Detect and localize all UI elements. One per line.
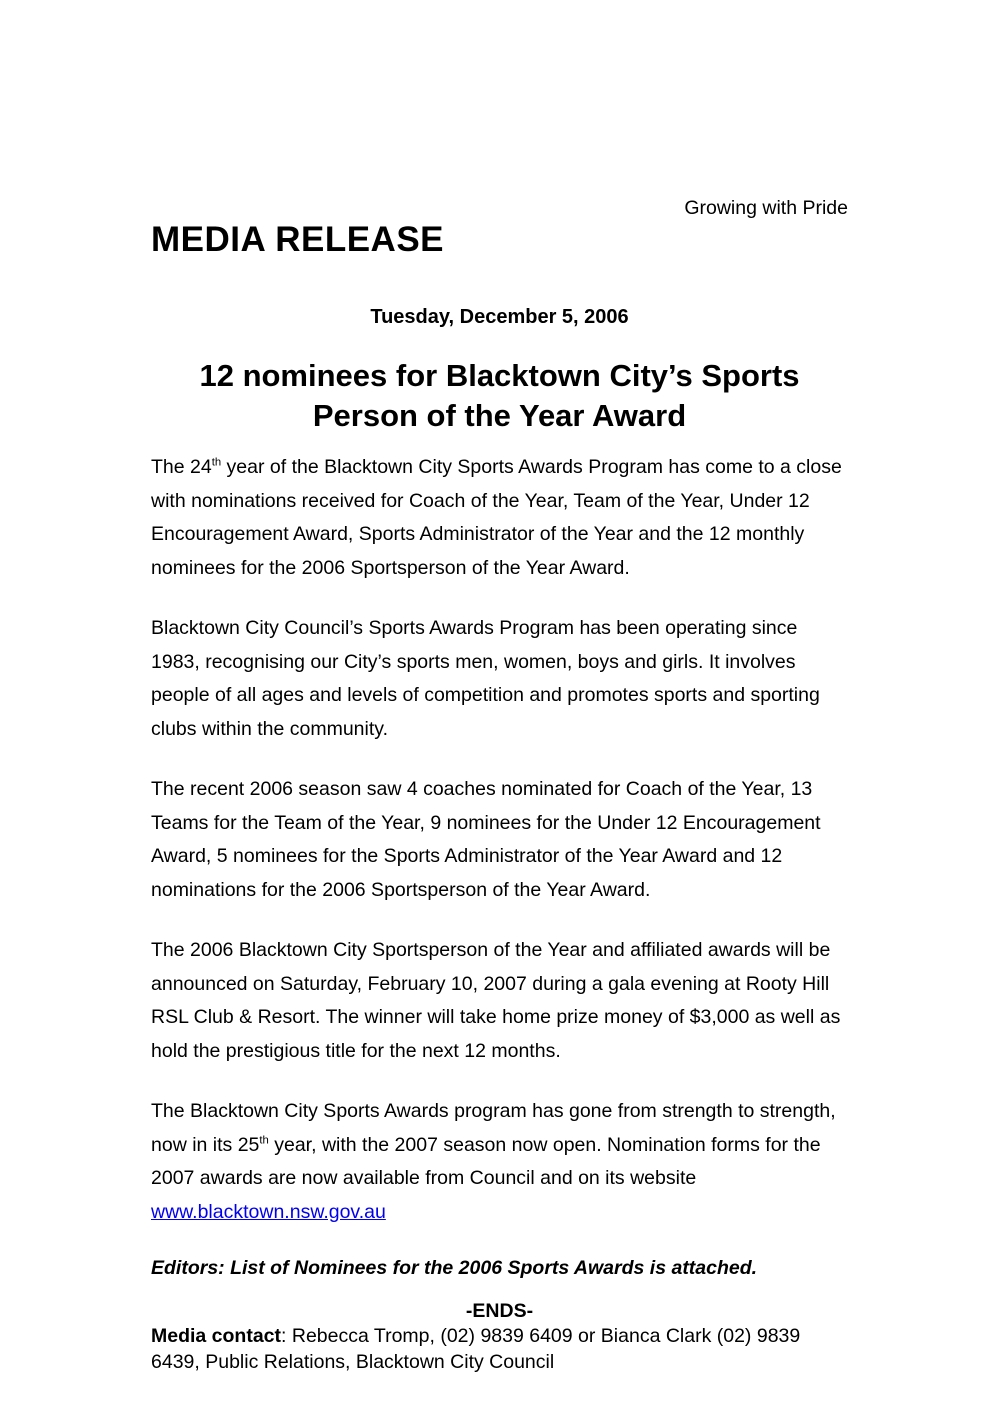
body-paragraph [151, 773, 848, 907]
headline: 12 nominees for Blacktown City’s Sports Person of the Year Award [199, 358, 800, 433]
paragraph-text: year, with the 2007 season now open. Nomination forms for the 2007 awards are now available from Council and on its website [151, 1133, 821, 1189]
paragraph-text: year of the Blacktown City Sports Awards Program has come to a close with nominations received for Coach of the Year, Team of the Year, Under 12 Encouragement Award, Sports Administrator of the Year and the 12 monthly nominees for the 2006 Sportsperson of the Year Award. [151, 456, 842, 579]
body-paragraph [151, 451, 848, 585]
ordinal-superscript: th [259, 1134, 269, 1146]
website-link[interactable]: www.blacktown.nsw.gov.au [151, 1200, 386, 1223]
masthead-title: MEDIA RELEASE [151, 220, 445, 259]
paragraph-text: The recent 2006 season saw 4 coaches nominated for Coach of the Year, 13 Teams for the Team of the Year, 9 nominees for the Under 12 Encouragement Award, 5 nominees for the Sports Administrator of the Year Award and 12 nominations for the 2006 Sportsperson of the Year Award. [151, 778, 821, 901]
body-paragraph [151, 1095, 848, 1229]
paragraph-text: The 24 [151, 456, 212, 478]
body-paragraph [151, 612, 848, 746]
dateline: Tuesday, December 5, 2006 [370, 306, 629, 328]
media-contact-label: Media contact [151, 1325, 282, 1347]
editors-note: Editors: List of Nominees for the 2006 Sports Awards is attached. [151, 1257, 758, 1279]
media-contact [151, 1323, 848, 1375]
paragraph-text: Blacktown City Council’s Sports Awards Program has been operating since 1983, recognising our City’s sports men, women, boys and girls. It involves people of all ages and levels of competition and promotes sports and sporting clubs within the community. [151, 617, 820, 740]
ordinal-superscript: th [211, 456, 222, 469]
paragraph-text: The 2006 Blacktown City Sportsperson of the Year and affiliated awards will be announced on Saturday, February 10, 2007 during a gala evening at Rooty Hill RSL Club & Resort. The winner will take home prize money of $3,000 as well as hold the prestigious title for the next 12 months. [151, 939, 841, 1062]
body-paragraph [151, 934, 848, 1068]
ends-marker: -ENDS- [465, 1300, 534, 1322]
tagline: Growing with Pride [684, 197, 848, 219]
media-contact-details: : Rebecca Tromp, (02) 9839 6409 or Bianca Clark (02) 9839 6439, Public Relations, Blacktown City Council [151, 1325, 801, 1373]
paragraph-text: The Blacktown City Sports Awards program has gone from strength to strength, now in its 25 [151, 1100, 836, 1156]
body-paragraphs [151, 451, 848, 1229]
